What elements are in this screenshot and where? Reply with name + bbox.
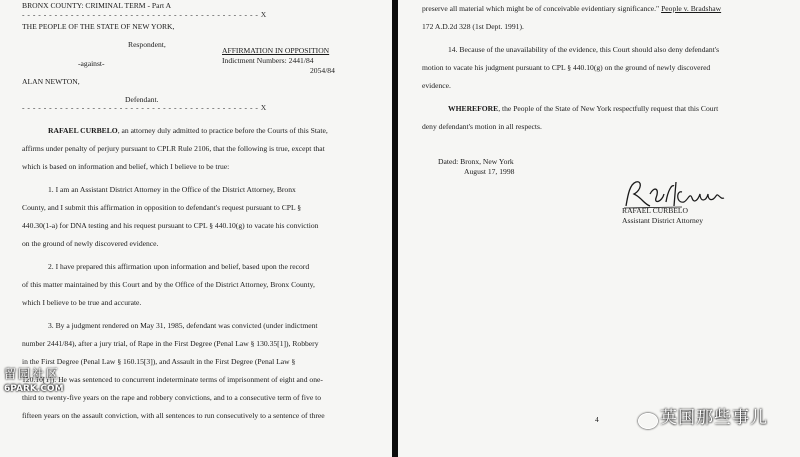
para2-line-1: 2. I have prepared this affirmation upon information and belief, based upon the record: [48, 262, 310, 271]
para14-line-3: evidence.: [422, 81, 451, 90]
para14-line-2: motion to vacate his judgment pursuant to CPL § 440.10(g) on the ground of newly discovered: [422, 63, 711, 72]
indictment-numbers: Indictment Numbers: 2441/84: [222, 56, 314, 65]
case-citation: People v. Bradshaw: [661, 4, 722, 13]
wherefore-bold: WHEREFORE: [448, 104, 499, 113]
wechat-icon: [638, 413, 658, 429]
caption-defendant-name: ALAN NEWTON,: [22, 77, 80, 86]
watermark-6park-latin: 6PARK.COM: [4, 384, 64, 394]
para1-line-1: 1. I am an Assistant District Attorney in the Office of the District Attorney, Bronx: [48, 185, 296, 194]
para3-line-4: 120.10[1]). He was sentenced to concurrent indeterminate terms of imprisonment of eight and one-: [22, 375, 323, 384]
para3-line-3: in the First Degree (Penal Law § 160.15[3]), and Assault in the First Degree (Penal Law §: [22, 357, 296, 366]
caption-defendant-role: Defendant.: [125, 95, 159, 104]
para3-line-2: number 2441/84), after a jury trial, of Rape in the First Degree (Penal Law § 130.35[1]), Robbery: [22, 339, 319, 348]
continued-line-1: [422, 4, 721, 13]
continued-line-1-text: preserve all material which might be of conceivable evidentiary significance.": [422, 4, 660, 13]
para14-line-1: 14. Because of the unavailability of the evidence, this Court should also deny defendant's: [448, 45, 720, 54]
document-page-left: [0, 0, 392, 457]
intro-line-2: affirms under penalty of perjury pursuant to CPLR Rule 2106, that the following is true, except that: [22, 144, 325, 153]
para1-line-2: County, and I submit this affirmation in opposition to defendant's request pursuant to CPL §: [22, 203, 302, 212]
court-header: BRONX COUNTY: CRIMINAL TERM - Part A: [22, 1, 172, 10]
wherefore-line-1: [448, 104, 718, 113]
wherefore-line-2: deny defendant's motion in all respects.: [422, 122, 542, 131]
document-title: AFFIRMATION IN OPPOSITION: [222, 46, 330, 55]
caption-people: THE PEOPLE OF THE STATE OF NEW YORK,: [22, 22, 175, 31]
para3-line-1: 3. By a judgment rendered on May 31, 1985, defendant was convicted (under indictment: [48, 321, 318, 330]
para2-line-2: of this matter maintained by this Court and by the Office of the District Attorney, Bronx County,: [22, 280, 315, 289]
wechat-account-label: 英国那些事儿: [660, 408, 768, 428]
dated-location: Dated: Bronx, New York: [438, 157, 514, 166]
page-number: 4: [595, 415, 599, 424]
intro-line-1-rest: , an attorney duly admitted to practice before the Courts of this State,: [117, 126, 328, 135]
signature-title: Assistant District Attorney: [622, 216, 703, 225]
intro-line-1: [48, 126, 328, 135]
caption-divider-bottom: - - - - - - - - - - - - - - - - - - - - - - - - - - - - - - - - - - - - - - - - - - - - X: [22, 103, 267, 112]
dated-date: August 17, 1998: [464, 167, 515, 176]
document-page-right: [398, 0, 800, 457]
para3-line-5: third to twenty-five years on the rape and robbery convictions, and to a consecutive term of five to: [22, 393, 322, 402]
intro-line-3: which is based on information and belief, which I believe to be true:: [22, 162, 230, 171]
wherefore-rest: , the People of the State of New York respectfully request that this Court: [498, 104, 719, 113]
para2-line-3: which I believe to be true and accurate.: [22, 298, 142, 307]
para1-line-4: on the ground of newly discovered evidence.: [22, 239, 159, 248]
watermark-6park-chinese: 留园社区: [4, 367, 61, 381]
para3-line-6: fifteen years on the assault conviction, with all sentences to run consecutively to a sentence of three: [22, 411, 325, 420]
continued-line-2: 172 A.D.2d 328 (1st Dept. 1991).: [422, 22, 524, 31]
caption-against: -against-: [78, 59, 105, 68]
affiant-name: RAFAEL CURBELO: [48, 126, 118, 135]
para1-line-3: 440.30(1-a) for DNA testing and his request pursuant to CPL § 440.10(g) to vacate his conviction: [22, 221, 319, 230]
indictment-number-2: 2054/84: [310, 66, 335, 75]
signature-name: RAFAEL CURBELO: [622, 206, 689, 215]
caption-divider-top: - - - - - - - - - - - - - - - - - - - - - - - - - - - - - - - - - - - - - - - - - - - - X: [22, 10, 267, 19]
caption-respondent: Respondent,: [128, 40, 166, 49]
